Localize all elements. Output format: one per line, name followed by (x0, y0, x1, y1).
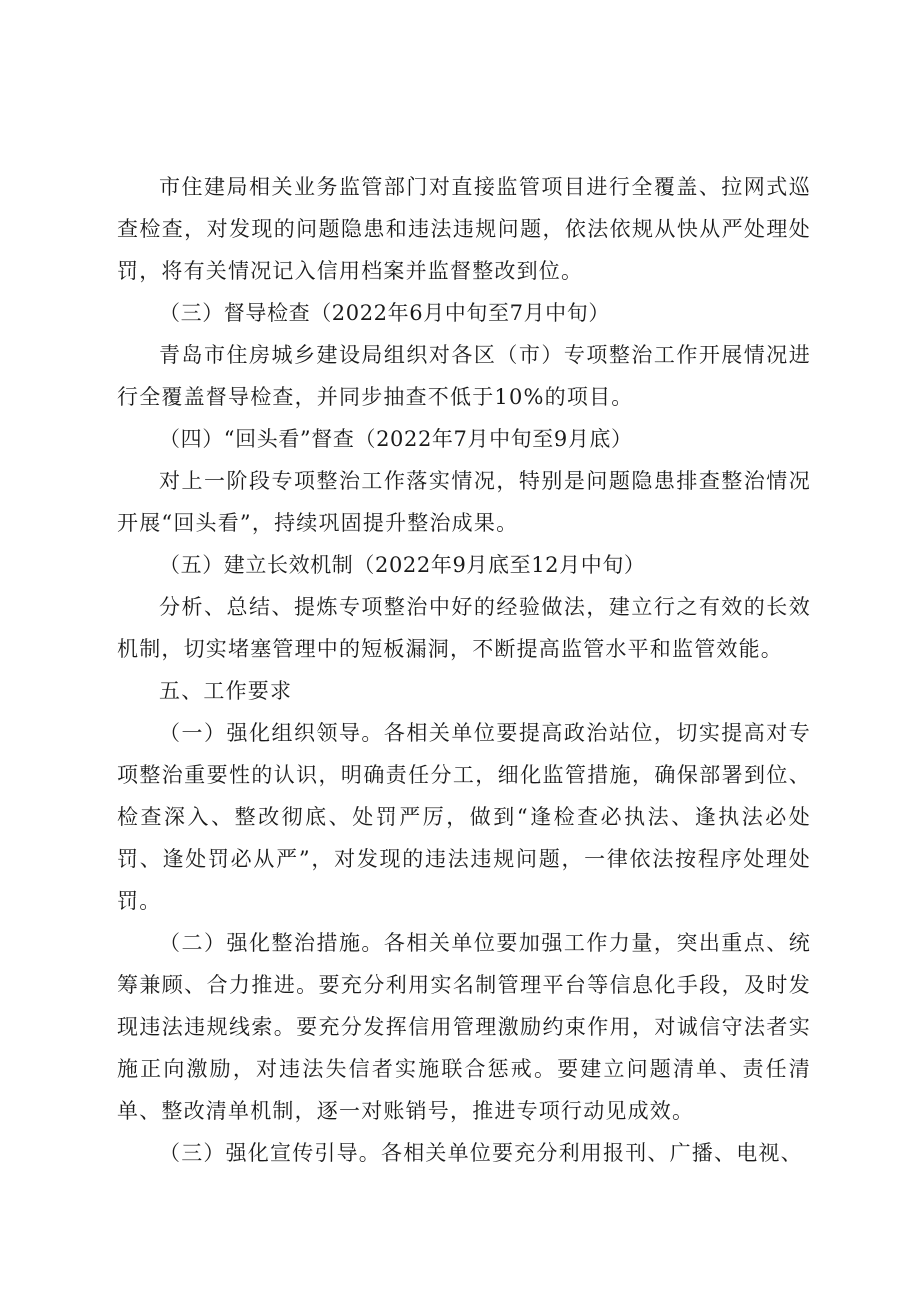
paragraph-inspection-intro: 市住建局相关业务监管部门对直接监管项目进行全覆盖、拉网式巡查检查，对发现的问题隐患和违法违规问题，依法依规从快从严处理处罚，将有关情况记入信用档案并监督整改到位。 (117, 175, 811, 283)
paragraph-publicity-guidance: （三）强化宣传引导。各相关单位要充分利用报刊、广播、电视、 (159, 1141, 803, 1165)
section-heading-look-back: （四）“回头看”督查（2022年7月中旬至9月底） (159, 427, 633, 451)
paragraph-rectification-measures: （二）强化整治措施。各相关单位要加强工作力量，突出重点、统筹兼顾、合力推进。要充分利用实名制管理平台等信息化手段，及时发现违法违规线索。要充分发挥信用管理激励约束作用，对诚信守法者实施正向激励，对违法失信者实施联合惩戒。要建立问题清单、责任清单、整改清单机制，逐一对账销号，推进专项行动见成效。 (117, 931, 811, 1123)
paragraph-long-term-mechanism: 分析、总结、提炼专项整治中好的经验做法，建立行之有效的长效机制，切实堵塞管理中的短板漏洞，不断提高监管水平和监管效能。 (117, 595, 811, 661)
section-heading-supervision-check: （三）督导检查（2022年6月中旬至7月中旬） (159, 301, 610, 325)
paragraph-supervision-check: 青岛市住房城乡建设局组织对各区（市）专项整治工作开展情况进行全覆盖督导检查，并同步抽查不低于10%的项目。 (117, 343, 811, 409)
document-body (117, 166, 811, 1174)
paragraph-organization-leadership: （一）强化组织领导。各相关单位要提高政治站位，切实提高对专项整治重要性的认识，明确责任分工，细化监管措施，确保部署到位、检查深入、整改彻底、处罚严厉，做到“逢检查必执法、逢执法必处罚、逢处罚必从严”，对发现的违法违规问题，一律依法按程序处理处罚。 (117, 721, 811, 913)
section-heading-work-requirements: 五、工作要求 (159, 679, 293, 703)
section-heading-long-term-mechanism: （五）建立长效机制（2022年9月底至12月中旬） (159, 553, 646, 577)
paragraph-look-back: 对上一阶段专项整治工作落实情况，特别是问题隐患排查整治情况开展“回头看”，持续巩固提升整治成果。 (117, 469, 811, 535)
